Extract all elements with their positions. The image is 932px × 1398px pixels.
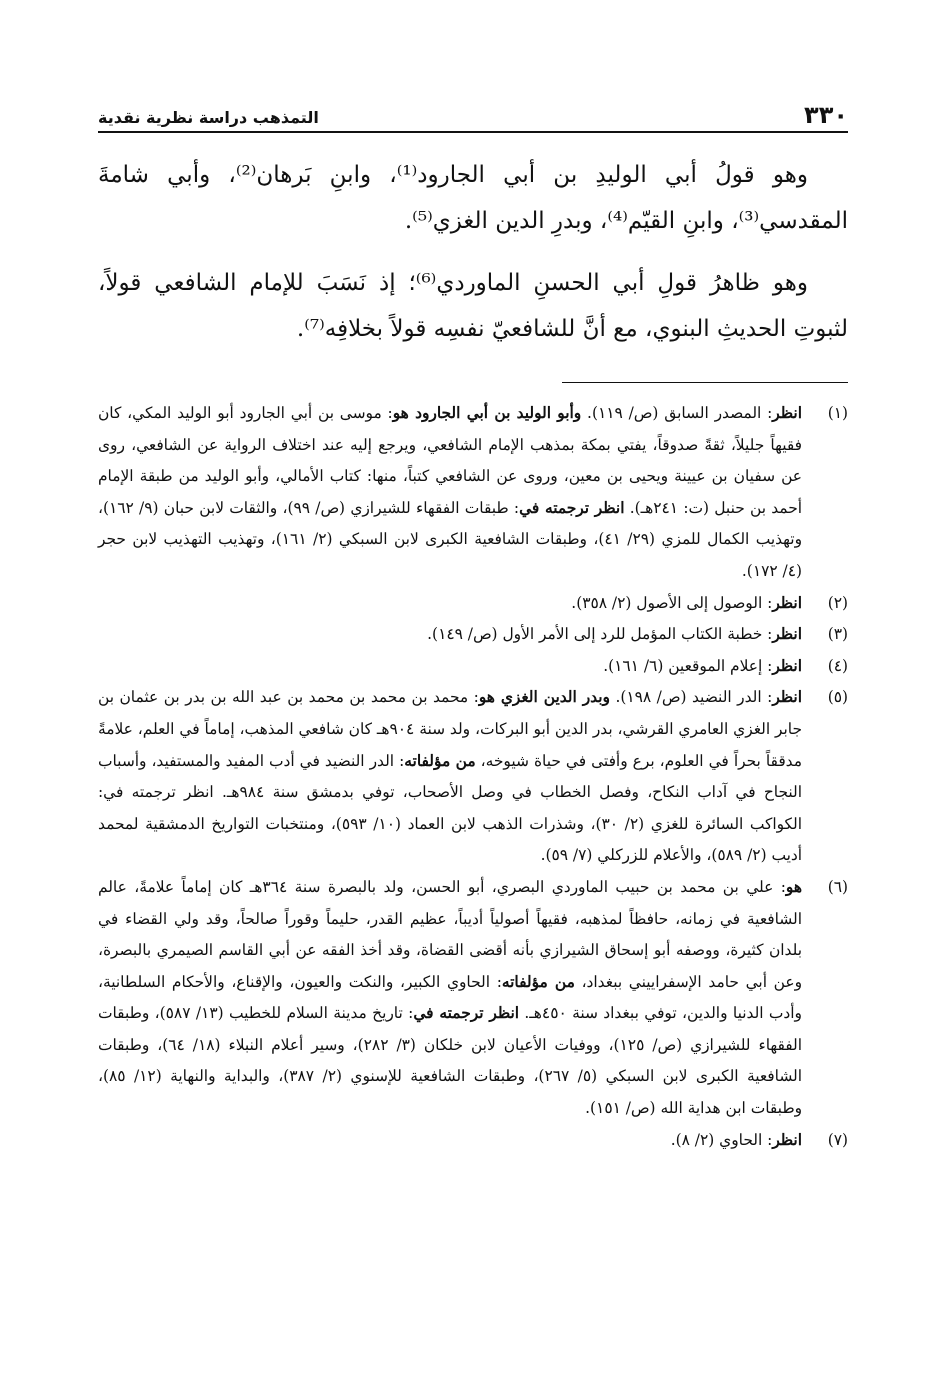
footnote <box>98 619 848 651</box>
footnote <box>98 682 848 872</box>
footnote-text: : الحاوي (٢/ ٨). <box>670 1130 773 1149</box>
footnote-lead: انظر <box>772 688 802 707</box>
footnote-text: : المصدر السابق (ص/ ١١٩). <box>581 404 773 422</box>
footnote <box>98 651 848 683</box>
footnote-body <box>98 1125 802 1157</box>
footnote-lead: انظر <box>772 656 802 675</box>
footnote-text: : خطبة الكتاب المؤمل للرد إلى الأمر الأول (ص/ ١٤٩). <box>427 625 773 644</box>
footnote-lead: انظر <box>772 404 802 422</box>
footnote-body <box>98 682 802 872</box>
footnote-text: : إعلام الموقعين (٦/ ١٦١). <box>603 656 773 675</box>
footnote-text: : محمد بن محمد بن محمد بن عبد الله بن بدر بن عثمان بن جابر الغزي العامري القرشي، بدر الدين أبو البركات، ولد سنة ٩٠٤هـ كان شافعي المذهب، إماماً في العلم، علامةً مدققاً بحراً في العلوم، برع وأفتى في حياة شيوخه، <box>98 688 802 770</box>
footnote-text: : علي بن محمد بن حبيب الماوردي البصري، أبو الحسن، ولد بالبصرة سنة ٣٦٤هـ كان إماماً علامةً، عالم الشافعية في زمانه، حافظاً لمذهبه، فقيهاً أصولياً أديباً، عظيم القدر، حليماً وقوراً صالحاً، وقد ولي القضاء في بلدان كثيرة، ووصفه أبو إسحاق الشيرازي بأنه أقضى القضاة، وقد أخذ الفقه عن أبي القاسم الصيمري بالبصرة، وعن أبي حامد الإسفراييني ببغداد، <box>98 877 802 991</box>
footnote-text: : الدر النضيد في أدب المفيد والمستفيد، وأسباب النجاح في آداب النكاح، وفصل الخطاب في وصل الأصحاب، توفي بدمشق سنة ٩٨٤هـ. انظر ترجمته في: الكواكب السائرة للغزي (٢/ ٣٠)، وشذرات الذهب لابن العماد (١٠/ ٥٩٣)، ومنتخبات التواريخ الدمشقية لمحمد أديب (٢/ ٥٨٩)، والأعلام للزركلي (٧/ ٥٩). <box>98 751 803 865</box>
footnote-text: : طبقات الفقهاء للشيرازي (ص/ ٩٩)، والثقات لابن حبان (٩/ ١٦٢)، وتهذيب الكمال للمزي (٢٩/ ٤١)، وطبقات الشافعية الكبرى لابن السبكي (٢/ ١٦١)، وتهذيب التهذيب لابن حجر (٤/ ١٧٢). <box>98 498 802 580</box>
footnote <box>98 588 848 620</box>
footnote-lead: انظر <box>772 1130 802 1149</box>
footnote-text: : موسى بن أبي الجارود أبو الوليد المكي، كان فقيهاً جليلاً، ثقةً صدوقاً، يفتي بمكة بمذهب الإمام الشافعي، ويرجع إليه عند اختلاف الرواية عن الشافعي، روى عن سفيان بن عيينة ويحيى بن معين، وروى عن الشافعي كتباً، منها: كتاب الأمالي، وأبو الوليد من طبقة الإمام أحمد بن حنبل (ت: ٢٤١هـ). <box>98 404 802 517</box>
footnote <box>98 1125 848 1157</box>
footnote-lead: انظر <box>772 593 802 612</box>
footnote-bold: وبدر الدين الغزي هو <box>478 688 610 707</box>
footnote-text: : الدر النضيد (ص/ ١٩٨). <box>609 688 773 707</box>
footnote-body <box>98 872 802 1125</box>
footnote-number: (٣) <box>827 625 848 644</box>
footnote-bold: وأبو الوليد بن أبي الجارود هو <box>392 404 582 422</box>
main-paragraph: وهو ظاهرُ قولِ أبي الحسنِ الماوردي⁽⁶⁾؛ إذ نَسَبَ للإمام الشافعي قولاً، لثبوتِ الحديثِ البنوي، مع أنَّ للشافعيّ نفسِه قولاً بخلافِه⁽⁷⁾. <box>98 270 848 342</box>
footnote-text: : تاريخ مدينة السلام للخطيب (١٣/ ٥٨٧)، وطبقات الفقهاء للشيرازي (ص/ ١٢٥)، ووفيات الأعيان لابن خلكان (٣/ ٢٨٢)، وسير أعلام النبلاء (١٨/ ٦٤)، وطبقات الشافعية الكبرى لابن السبكي (٥/ ٢٦٧)، وطبقات الشافعية للإسنوي (٢/ ٣٨٧)، والبداية والنهاية (١٢/ ٨٥)، وطبقات ابن هداية الله (ص/ ١٥١). <box>98 1004 803 1118</box>
footnote-body <box>98 619 802 651</box>
footnote-number: (٧) <box>827 1130 848 1149</box>
main-paragraph: وهو قولُ أبي الوليدِ بن أبي الجارود⁽¹⁾، وابنِ بَرهان⁽²⁾، وأبي شامةَ المقدسي⁽³⁾، وابنِ القيّم⁽⁴⁾، وبدرِ الدين الغزي⁽⁵⁾. <box>98 162 848 234</box>
footnote-number: (٥) <box>827 688 848 707</box>
running-title: التمذهب دراسة نظرية نقدية <box>98 108 319 127</box>
footnote-body <box>98 588 802 620</box>
footnote-lead: هو <box>785 877 802 896</box>
footnote-bold: انظر ترجمته في <box>413 1004 520 1023</box>
footnote-number: (٢) <box>827 593 848 612</box>
footnote-number: (١) <box>827 404 848 422</box>
main-text <box>98 152 848 368</box>
footnote-bold: من مؤلفاته <box>404 751 476 770</box>
footnote-text: : الحاوي الكبير، والنكت والعيون، والإقناع، والأحكام السلطانية، وأدب الدنيا والدين، توفي ببغداد سنة ٤٥٠هـ. <box>98 972 802 1023</box>
footnote-body <box>98 398 802 588</box>
page-number: ٣٣٠ <box>804 101 848 129</box>
footnote-number: (٦) <box>827 877 848 896</box>
footnote-lead: انظر <box>772 625 802 644</box>
footnote-text: : الوصول إلى الأصول (٢/ ٣٥٨). <box>571 593 773 612</box>
footnote <box>98 872 848 1125</box>
footnote-bold: انظر ترجمته في <box>519 498 625 517</box>
footnote-body <box>98 651 802 683</box>
footnote-number: (٤) <box>827 656 848 675</box>
footnote-divider <box>562 382 848 383</box>
footnotes <box>98 398 848 1156</box>
footnote-bold: من مؤلفاته <box>501 972 575 991</box>
footnote <box>98 398 848 588</box>
page-header <box>98 93 848 133</box>
